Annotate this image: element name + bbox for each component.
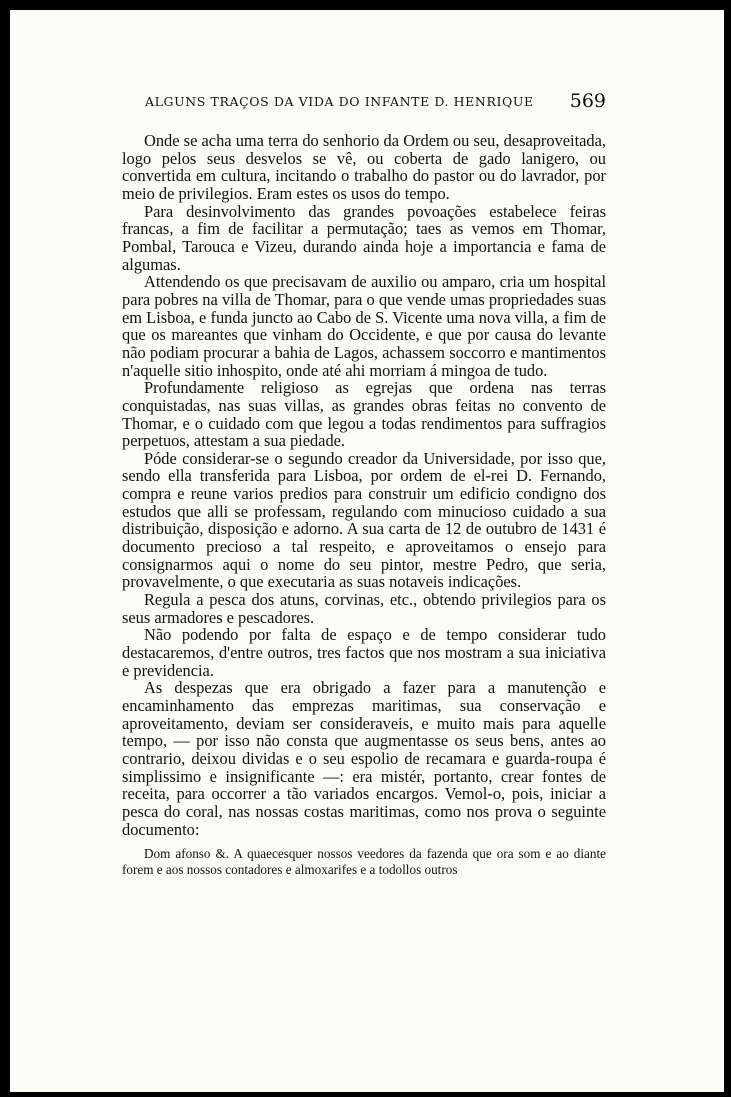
page-number: 569 [569, 90, 606, 112]
paragraph: Para desinvolvimento das grandes povoações estabelece feiras francas, a fim de facilitar a permutação; taes as vemos em Thomar, Pombal, Tarouca e Vizeu, durando ainda hoje a importancia e fama de algumas. [122, 201, 606, 274]
paragraph: Onde se acha uma terra do senhorio da Ordem ou seu, desaproveitada, logo pelos seus desvelos se vê, ou coberta de gado lanigero, ou convertida em cultura, incitando o trabalho do pastor ou do lavrador, por meio de privilegios. Eram estes os usos do tempo. [122, 131, 606, 203]
page-header [10, 90, 606, 120]
book-page [10, 10, 724, 1092]
document-excerpt: Dom afonso &. A quaecesquer nossos veedores da fazenda que ora som e ao diante forem e aos nossos contadores e almoxarifes e a todollos outros [122, 846, 606, 878]
running-title: ALGUNS TRAÇOS DA VIDA DO INFANTE D. HENRIQUE [145, 94, 534, 109]
paragraph: Não podendo por falta de espaço e de tempo considerar tudo destacaremos, d'entre outros, tres factos que nos mostram a sua iniciativa e previdencia. [122, 625, 606, 680]
paragraph: Póde considerar-se o segundo creador da Universidade, por isso que, sendo ella transferida para Lisboa, por ordem de el-rei D. Fernando, compra e reune varios predios para construir um edificio condigno dos estudos que alli se professam, regulando com minucioso cuidado a sua distribuição, disposição e adorno. A sua carta de 12 de outubro de 1431 é documento precioso a tal respeito, e aproveitamos o ensejo para consignarmos aqui o nome do seu pintor, mestre Pedro, que seria, provavelmente, o que executaria as suas notaveis indicações. [122, 448, 606, 592]
body-text [122, 132, 606, 878]
paragraph: Regula a pesca dos atuns, corvinas, etc., obtendo privilegios para os seus armadores e pescadores. [122, 590, 606, 627]
paragraph: Profundamente religioso as egrejas que ordena nas terras conquistadas, nas suas villas, as grandes obras feitas no convento de Thomar, e o cuidado com que legou a todas rendimentos para suffragios perpetuos, attestam a sua piedade. [122, 378, 606, 451]
paragraph: As despezas que era obrigado a fazer para a manutenção e encaminhamento das emprezas maritimas, sua conservação e aproveitamento, deviam ser consideraveis, e muito mais para aquelle tempo, — por isso não consta que augmentasse os seus bens, antes ao contrario, deixou dividas e o seu espolio de recamara e guarda-roupa é simplissimo e insignificante —: era mistér, portanto, crear fontes de receita, para occorrer a tão variados encargos. Vemol-o, pois, iniciar a pesca do coral, nas nossas costas maritimas, como nos prova o seguinte documento: [122, 678, 606, 839]
paragraph: Attendendo os que precisavam de auxilio ou amparo, cria um hospital para pobres na villa de Thomar, para o que vende umas propriedades suas em Lisboa, e funda juncto ao Cabo de S. Vicente uma nova villa, a fim de que os mareantes que vinham do Occidente, e que por causa do levante não podiam procurar a bahia de Lagos, achassem soccorro e mantimentos n'aquelle sitio inhospito, onde até ahi morriam á mingoa de tudo. [122, 272, 606, 380]
